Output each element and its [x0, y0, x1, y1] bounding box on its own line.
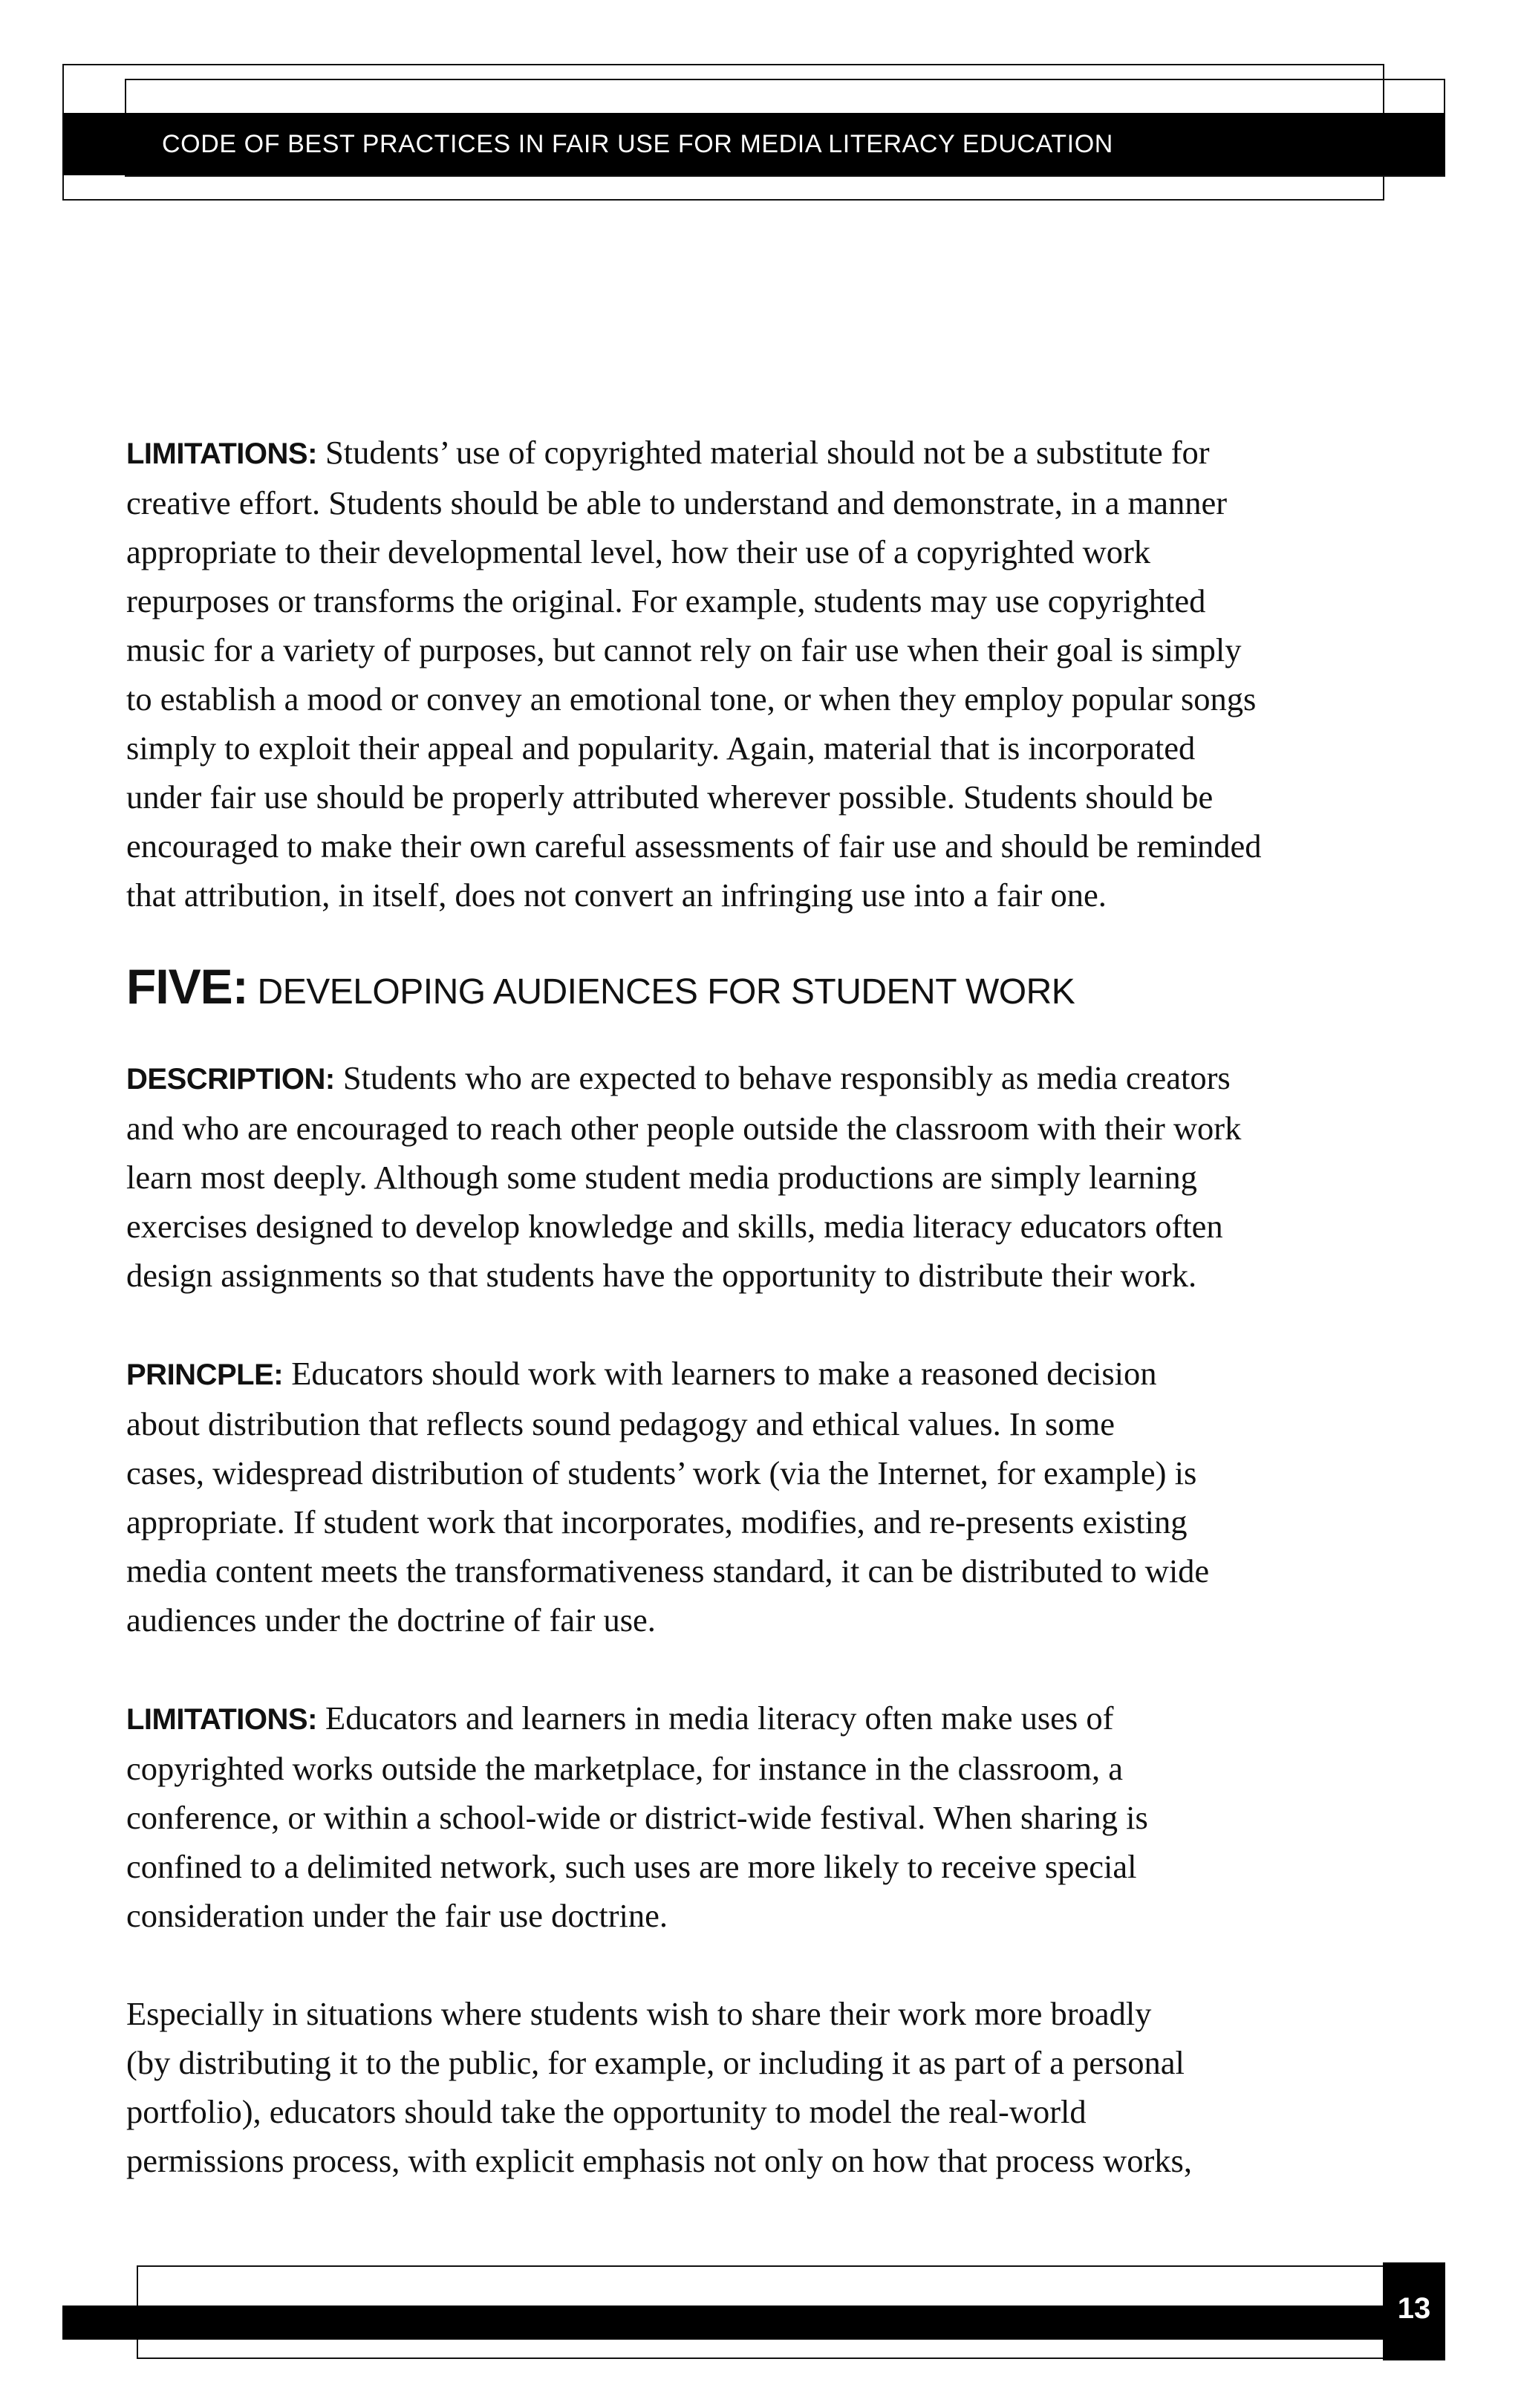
page-number: 13: [1397, 2292, 1431, 2325]
paragraph-line: (by distributing it to the public, for example, or including it as part of a personal: [126, 2044, 1185, 2081]
principle-label: PRINCPLE:: [126, 1358, 284, 1391]
paragraph-line: repurposes or transforms the original. For example, students may use copyrighted: [126, 582, 1206, 619]
paragraph-line: conference, or within a school-wide or district-wide festival. When sharing is: [126, 1799, 1148, 1836]
closing-paragraph: [126, 1989, 1389, 2185]
paragraph-line: confined to a delimited network, such uses are more likely to receive special: [126, 1848, 1137, 1885]
description-label: DESCRIPTION:: [126, 1063, 335, 1096]
paragraph-line: [126, 428, 1389, 478]
paragraph-line: design assignments so that students have the opportunity to distribute their work.: [126, 1257, 1197, 1294]
paragraph-line: portfolio), educators should take the opportunity to model the real-world: [126, 2093, 1087, 2130]
line-text: Students’ use of copyrighted material should not be a substitute for: [316, 434, 1210, 471]
section-title: DEVELOPING AUDIENCES FOR STUDENT WORK: [247, 972, 1075, 1012]
limitations-paragraph: [126, 428, 1389, 920]
paragraph-line: consideration under the fair use doctrine.: [126, 1897, 668, 1934]
paragraph-line: about distribution that reflects sound pedagogy and ethical values. In some: [126, 1405, 1115, 1442]
footer-bar: [62, 2306, 1384, 2340]
paragraph-line: appropriate to their developmental level, how their use of a copyrighted work: [126, 533, 1151, 570]
paragraph-line: encouraged to make their own careful assessments of fair use and should be reminded: [126, 827, 1262, 865]
paragraph-line: music for a variety of purposes, but cannot rely on fair use when their goal is simply: [126, 631, 1242, 668]
paragraph-line: simply to exploit their appeal and popularity. Again, material that is incorporated: [126, 729, 1196, 767]
paragraph-line: creative effort. Students should be able to understand and demonstrate, in a manner: [126, 484, 1228, 521]
limitations-label: LIMITATIONS:: [126, 1703, 317, 1736]
line-text: Educators should work with learners to make a reasoned decision: [283, 1355, 1157, 1392]
page-body: [126, 428, 1389, 2234]
paragraph-line: that attribution, in itself, does not convert an infringing use into a fair one.: [126, 876, 1107, 914]
paragraph-line: [126, 1053, 1389, 1104]
paragraph-line: audiences under the doctrine of fair use.: [126, 1601, 656, 1639]
running-header-title: CODE OF BEST PRACTICES IN FAIR USE FOR MEDIA LITERACY EDUCATION: [162, 130, 1113, 158]
paragraph-line: [126, 1349, 1389, 1399]
paragraph-line: learn most deeply. Although some student media productions are simply learning: [126, 1159, 1197, 1196]
line-text: Students who are expected to behave responsibly as media creators: [334, 1059, 1231, 1096]
line-text: Educators and learners in media literacy often make uses of: [316, 1699, 1114, 1737]
paragraph-line: [126, 1693, 1389, 1744]
section-number: FIVE:: [126, 959, 248, 1014]
paragraph-line: exercises designed to develop knowledge and skills, media literacy educators often: [126, 1208, 1223, 1245]
paragraph-line: media content meets the transformativeness standard, it can be distributed to wide: [126, 1552, 1210, 1589]
limitations-paragraph: [126, 1693, 1389, 1940]
paragraph-line: cases, widespread distribution of students’ work (via the Internet, for example) is: [126, 1454, 1197, 1491]
paragraph-line: copyrighted works outside the marketplace, for instance in the classroom, a: [126, 1750, 1123, 1787]
paragraph-line: Especially in situations where students wish to share their work more broadly: [126, 1995, 1152, 2032]
description-paragraph: [126, 1053, 1389, 1300]
principle-paragraph: [126, 1349, 1389, 1644]
paragraph-line: to establish a mood or convey an emotional tone, or when they employ popular songs: [126, 680, 1257, 717]
limitations-label: LIMITATIONS:: [126, 437, 317, 470]
paragraph-line: and who are encouraged to reach other people outside the classroom with their work: [126, 1110, 1242, 1147]
paragraph-line: permissions process, with explicit emphasis not only on how that process works,: [126, 2142, 1192, 2179]
paragraph-line: appropriate. If student work that incorporates, modifies, and re-presents existing: [126, 1503, 1188, 1540]
paragraph-line: under fair use should be properly attributed wherever possible. Students should be: [126, 778, 1214, 816]
section-heading: [126, 949, 1389, 1024]
